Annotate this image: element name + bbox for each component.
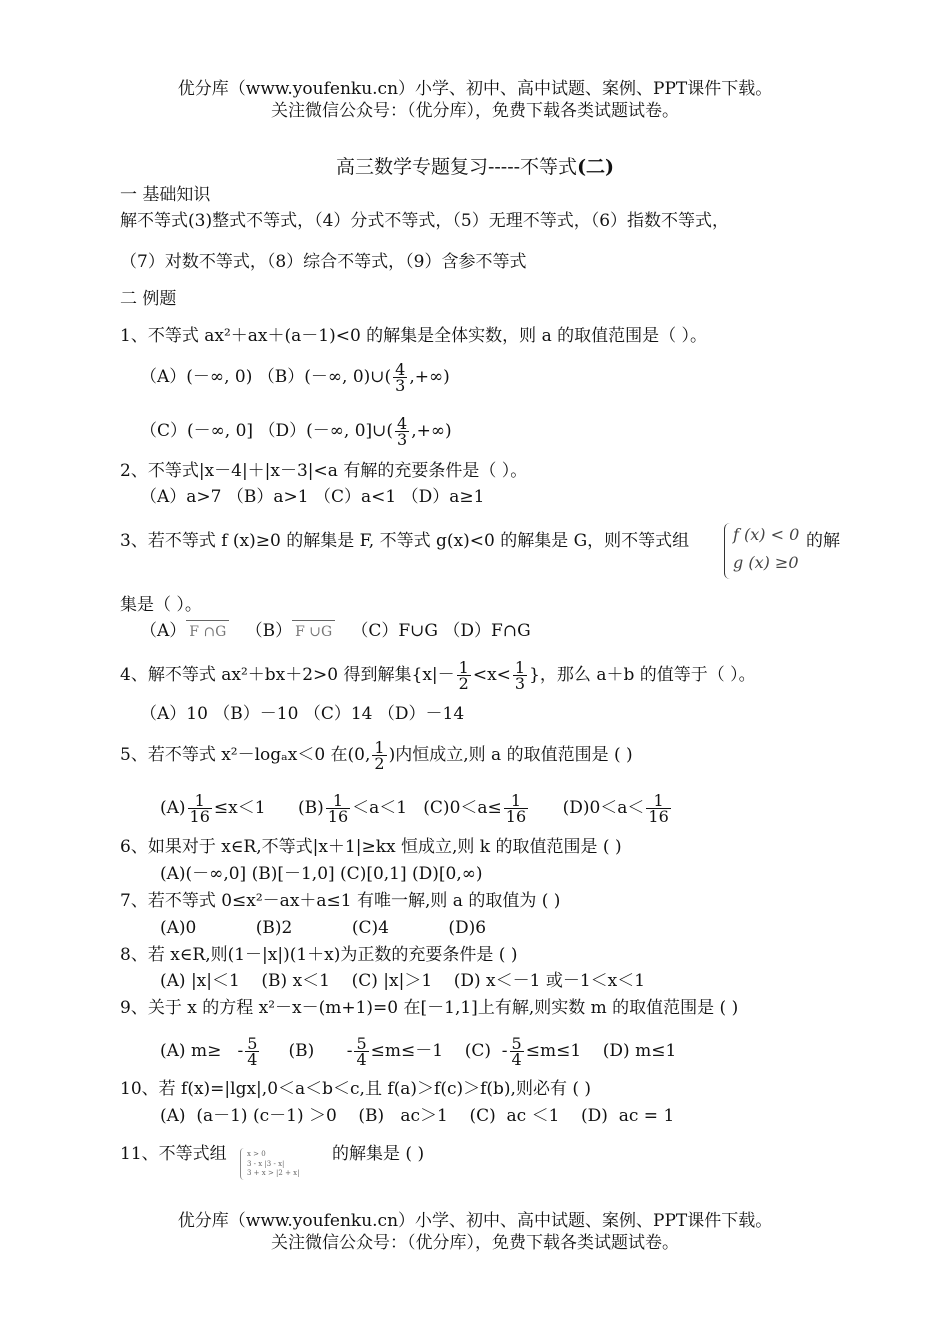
q11-system-row-3: 3 + x > |2 + x| <box>247 1169 300 1177</box>
q1-options-cd: （C）(－∞, 0] （D）(－∞, 0]∪( $\frac{4}{3}$ ,+∞) <box>140 414 452 449</box>
q5-b-fraction: $\frac{1}{16}$ <box>327 791 349 826</box>
q3-system-row-2: g (x) ≥0 <box>733 553 799 572</box>
header-line-2: 关注微信公众号：（优分库），免费下载各类试题试卷。 <box>271 101 679 121</box>
q4-fraction-2: $\frac{1}{3}$ <box>514 658 526 693</box>
q1-options-ab: （A）(－∞, 0) （B）(－∞, 0)∪( $\frac{4}{3}$ ,+∞) <box>140 360 450 395</box>
q3-option-a: （A） <box>140 621 187 641</box>
q3-option-b: （B） <box>245 621 293 641</box>
q3-stem: 3、若不等式 f (x)≥0 的解集是 F, 不等式 g(x)<0 的解集是 G，则不等式组 <box>120 531 690 551</box>
q3-system-row-1: f (x) < 0 <box>733 525 800 544</box>
q4-fraction-1: $\frac{1}{2}$ <box>458 658 469 693</box>
q5-a-fraction: $\frac{1}{16}$ <box>189 791 210 826</box>
q7-options: (A)0 (B)2 (C)4 (D)6 <box>160 918 487 938</box>
q7-stem: 7、若不等式 0≤x²－ax＋a≤1 有唯一解,则 a 的取值为 ( ) <box>120 891 561 911</box>
title-bold: (二) <box>577 156 615 178</box>
q8-stem: 8、若 x∈R,则(1－|x|)(1＋x)为正数的充要条件是 ( ) <box>120 945 518 965</box>
q3-options <box>140 620 531 643</box>
q5-stem: 5、若不等式 x²－logₐx＜0 在(0, $\frac{1}{2}$ )内恒成立,则 a 的取值范围是 ( ) <box>120 738 633 773</box>
q1-option-b: （B）(－∞, 0)∪( <box>257 367 392 387</box>
page-title <box>0 156 950 178</box>
section-basic-line-2: （7）对数不等式，（8）综合不等式，（9）含参不等式 <box>120 252 527 272</box>
q2-options: （A）a>7 （B）a>1 （C）a<1 （D）a≥1 <box>140 487 485 507</box>
q9-c-fraction: $\frac{5}{4}$ <box>511 1034 522 1069</box>
q3-option-cd: （C）F∪G （D）F∩G <box>351 621 531 641</box>
q5-options: (A) $\frac{1}{16}$ ≤x＜1 (B) $\frac{1}{16}$ ＜a＜1 (C)0＜a≤ $\frac{1}{16}$ (D)0＜a＜ $\frac{1}{16}$ <box>160 791 669 826</box>
q11-system-row-1: x > 0 <box>247 1150 266 1158</box>
q4-options: （A）10 （B）－10 （C）14 （D）－14 <box>140 704 465 724</box>
q10-options: (A) (a－1) (c－1) ＞0 (B) ac＞1 (C) ac ＜1 (D) ac = 1 <box>160 1106 675 1126</box>
q9-b-fraction: $\frac{5}{4}$ <box>356 1034 367 1069</box>
q4-stem: 4、解不等式 ax²＋bx＋2>0 得到解集{x|－ $\frac{1}{2}$ <x< $\frac{1}{3}$ }，那么 a＋b 的值等于（ ）。 <box>120 658 756 693</box>
footer-line-2: 关注微信公众号：（优分库），免费下载各类试题试卷。 <box>271 1233 679 1253</box>
q11-stem: 11、不等式组 <box>120 1144 227 1164</box>
q5-fraction: $\frac{1}{2}$ <box>374 738 385 773</box>
q5-d-fraction: $\frac{1}{16}$ <box>648 791 669 826</box>
q3-inequality-system <box>724 523 809 579</box>
q6-options: (A)(－∞,0] (B)[－1,0] (C)[0,1] (D)[0,∞) <box>160 864 483 884</box>
q11-system-row-2: 3 - x |3 - x| <box>247 1160 285 1168</box>
q3-stem-tail: 的解 <box>806 531 840 551</box>
q1-option-a: （A）(－∞, 0) <box>140 367 253 387</box>
q10-stem: 10、若 f(x)=|lgx|,0＜a＜b＜c,且 f(a)＞f(c)＞f(b),则必有 ( ) <box>120 1079 592 1099</box>
q3-option-a-complement: F ∩G <box>186 620 229 643</box>
q1-option-d: （D）(－∞, 0]∪( <box>258 421 394 441</box>
q11-inequality-system <box>240 1148 333 1180</box>
q5-c-fraction: $\frac{1}{16}$ <box>505 791 527 826</box>
q3-stem-cont: 集是（ ）。 <box>120 595 202 615</box>
q6-stem: 6、如果对于 x∈R,不等式|x＋1|≥kx 恒成立,则 k 的取值范围是 ( ) <box>120 837 622 857</box>
q9-options: (A) m≥ - $\frac{5}{4}$ (B) - $\frac{5}{4}$ ≤m≤－1 (C) - $\frac{5}{4}$ ≤m≤1 (D) m≤1 <box>160 1034 677 1069</box>
header-line-1: 优分库（www.youfenku.cn）小学、初中、高中试题、案例、PPT课件下载。 <box>177 79 773 99</box>
q11-stem-tail: 的解集是 ( ) <box>332 1144 425 1164</box>
q9-a-fraction: $\frac{5}{4}$ <box>247 1034 258 1069</box>
q1-fraction-b: $\frac{4}{3}$ <box>395 360 406 395</box>
q1-stem: 1、不等式 ax²＋ax＋(a－1)<0 的解集是全体实数，则 a 的取值范围是（ ）。 <box>120 326 708 346</box>
q1-option-c: （C）(－∞, 0] <box>140 421 254 441</box>
section-basic-line-1: 解不等式(3)整式不等式，（4）分式不等式，（5）无理不等式，（6）指数不等式， <box>120 211 730 231</box>
section-examples-heading: 二 例题 <box>120 289 177 309</box>
title-text: 高三数学专题复习-----不等式 <box>335 156 578 178</box>
footer-line-1: 优分库（www.youfenku.cn）小学、初中、高中试题、案例、PPT课件下载。 <box>177 1211 773 1231</box>
q2-stem: 2、不等式|x－4|＋|x－3|<a 有解的充要条件是（ ）。 <box>120 461 528 481</box>
q1-fraction-d: $\frac{4}{3}$ <box>397 414 408 449</box>
section-basic-heading: 一 基础知识 <box>120 185 211 205</box>
q8-options: (A) |x|＜1 (B) x＜1 (C) |x|＞1 (D) x＜－1 或－1＜x＜1 <box>160 971 646 991</box>
q9-stem: 9、关于 x 的方程 x²－x－(m+1)=0 在[－1,1]上有解,则实数 m 的取值范围是 ( ) <box>120 998 739 1018</box>
q3-option-b-complement: F ∪G <box>292 620 335 643</box>
